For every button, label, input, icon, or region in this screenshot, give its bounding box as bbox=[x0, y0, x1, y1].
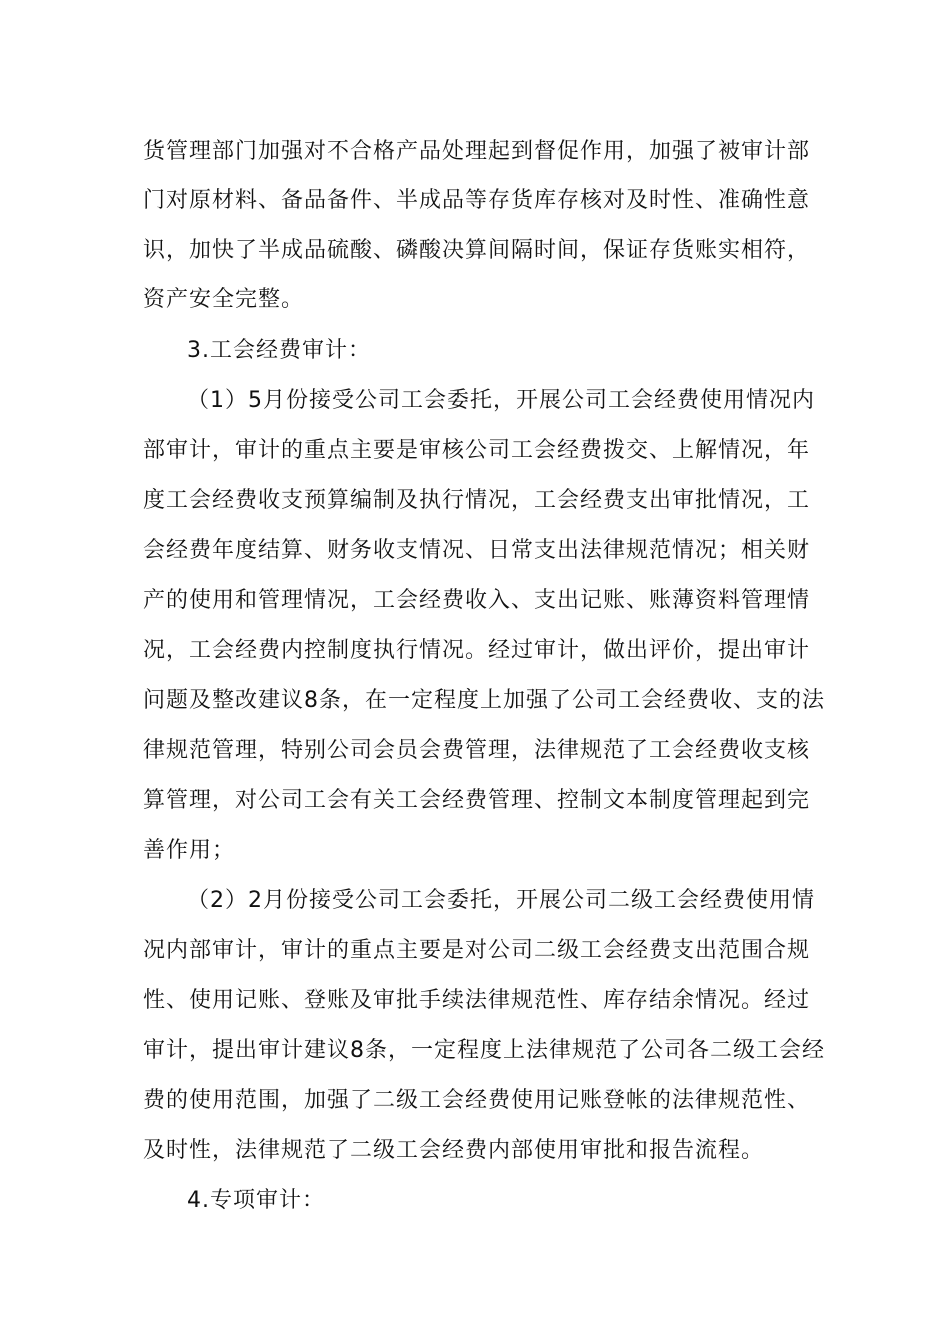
section-heading-4: 4.专项审计： bbox=[187, 1188, 325, 1213]
paragraph-line-14: 善作用； bbox=[143, 838, 236, 863]
section-heading-3: 3.工会经费审计： bbox=[187, 338, 371, 363]
paragraph-line-6: 部审计，审计的重点主要是审核公司工会经费拨交、上解情况，年 bbox=[143, 438, 811, 463]
paragraph-line-11: 问题及整改建议8条，在一定程度上加强了公司工会经费收、支的法 bbox=[143, 688, 825, 713]
paragraph-line-16: 况内部审计，审计的重点主要是对公司二级工会经费支出范围合规 bbox=[143, 938, 811, 963]
paragraph-line-1: 货管理部门加强对不合格产品处理起到督促作用，加强了被审计部 bbox=[143, 139, 811, 164]
paragraph-line-4: 资产安全完整。 bbox=[143, 287, 305, 312]
paragraph-line-8: 会经费年度结算、财务收支情况、日常支出法律规范情况；相关财 bbox=[143, 538, 811, 563]
paragraph-line-13: 算管理，对公司工会有关工会经费管理、控制文本制度管理起到完 bbox=[143, 788, 811, 813]
paragraph-line-7: 度工会经费收支预算编制及执行情况，工会经费支出审批情况，工 bbox=[143, 488, 811, 513]
paragraph-line-17: 性、使用记账、登账及审批手续法律规范性、库存结余情况。经过 bbox=[143, 988, 811, 1013]
paragraph-line-12: 律规范管理，特别公司会员会费管理，法律规范了工会经费收支核 bbox=[143, 738, 811, 763]
paragraph-line-9: 产的使用和管理情况，工会经费收入、支出记账、账薄资料管理情 bbox=[143, 588, 811, 613]
paragraph-line-10: 况，工会经费内控制度执行情况。经过审计，做出评价，提出审计 bbox=[143, 638, 811, 663]
paragraph-line-20: 及时性，法律规范了二级工会经费内部使用审批和报告流程。 bbox=[143, 1138, 765, 1163]
paragraph-line-2: 门对原材料、备品备件、半成品等存货库存核对及时性、准确性意 bbox=[143, 188, 811, 213]
paragraph-line-18: 审计，提出审计建议8条，一定程度上法律规范了公司各二级工会经 bbox=[143, 1038, 825, 1063]
paragraph-line-15: （2）2月份接受公司工会委托，开展公司二级工会经费使用情 bbox=[187, 888, 815, 913]
paragraph-line-5: （1）5月份接受公司工会委托，开展公司工会经费使用情况内 bbox=[187, 388, 815, 413]
paragraph-line-19: 费的使用范围，加强了二级工会经费使用记账登帐的法律规范性、 bbox=[143, 1088, 811, 1113]
paragraph-line-3: 识，加快了半成品硫酸、磷酸决算间隔时间，保证存货账实相符， bbox=[143, 238, 811, 263]
